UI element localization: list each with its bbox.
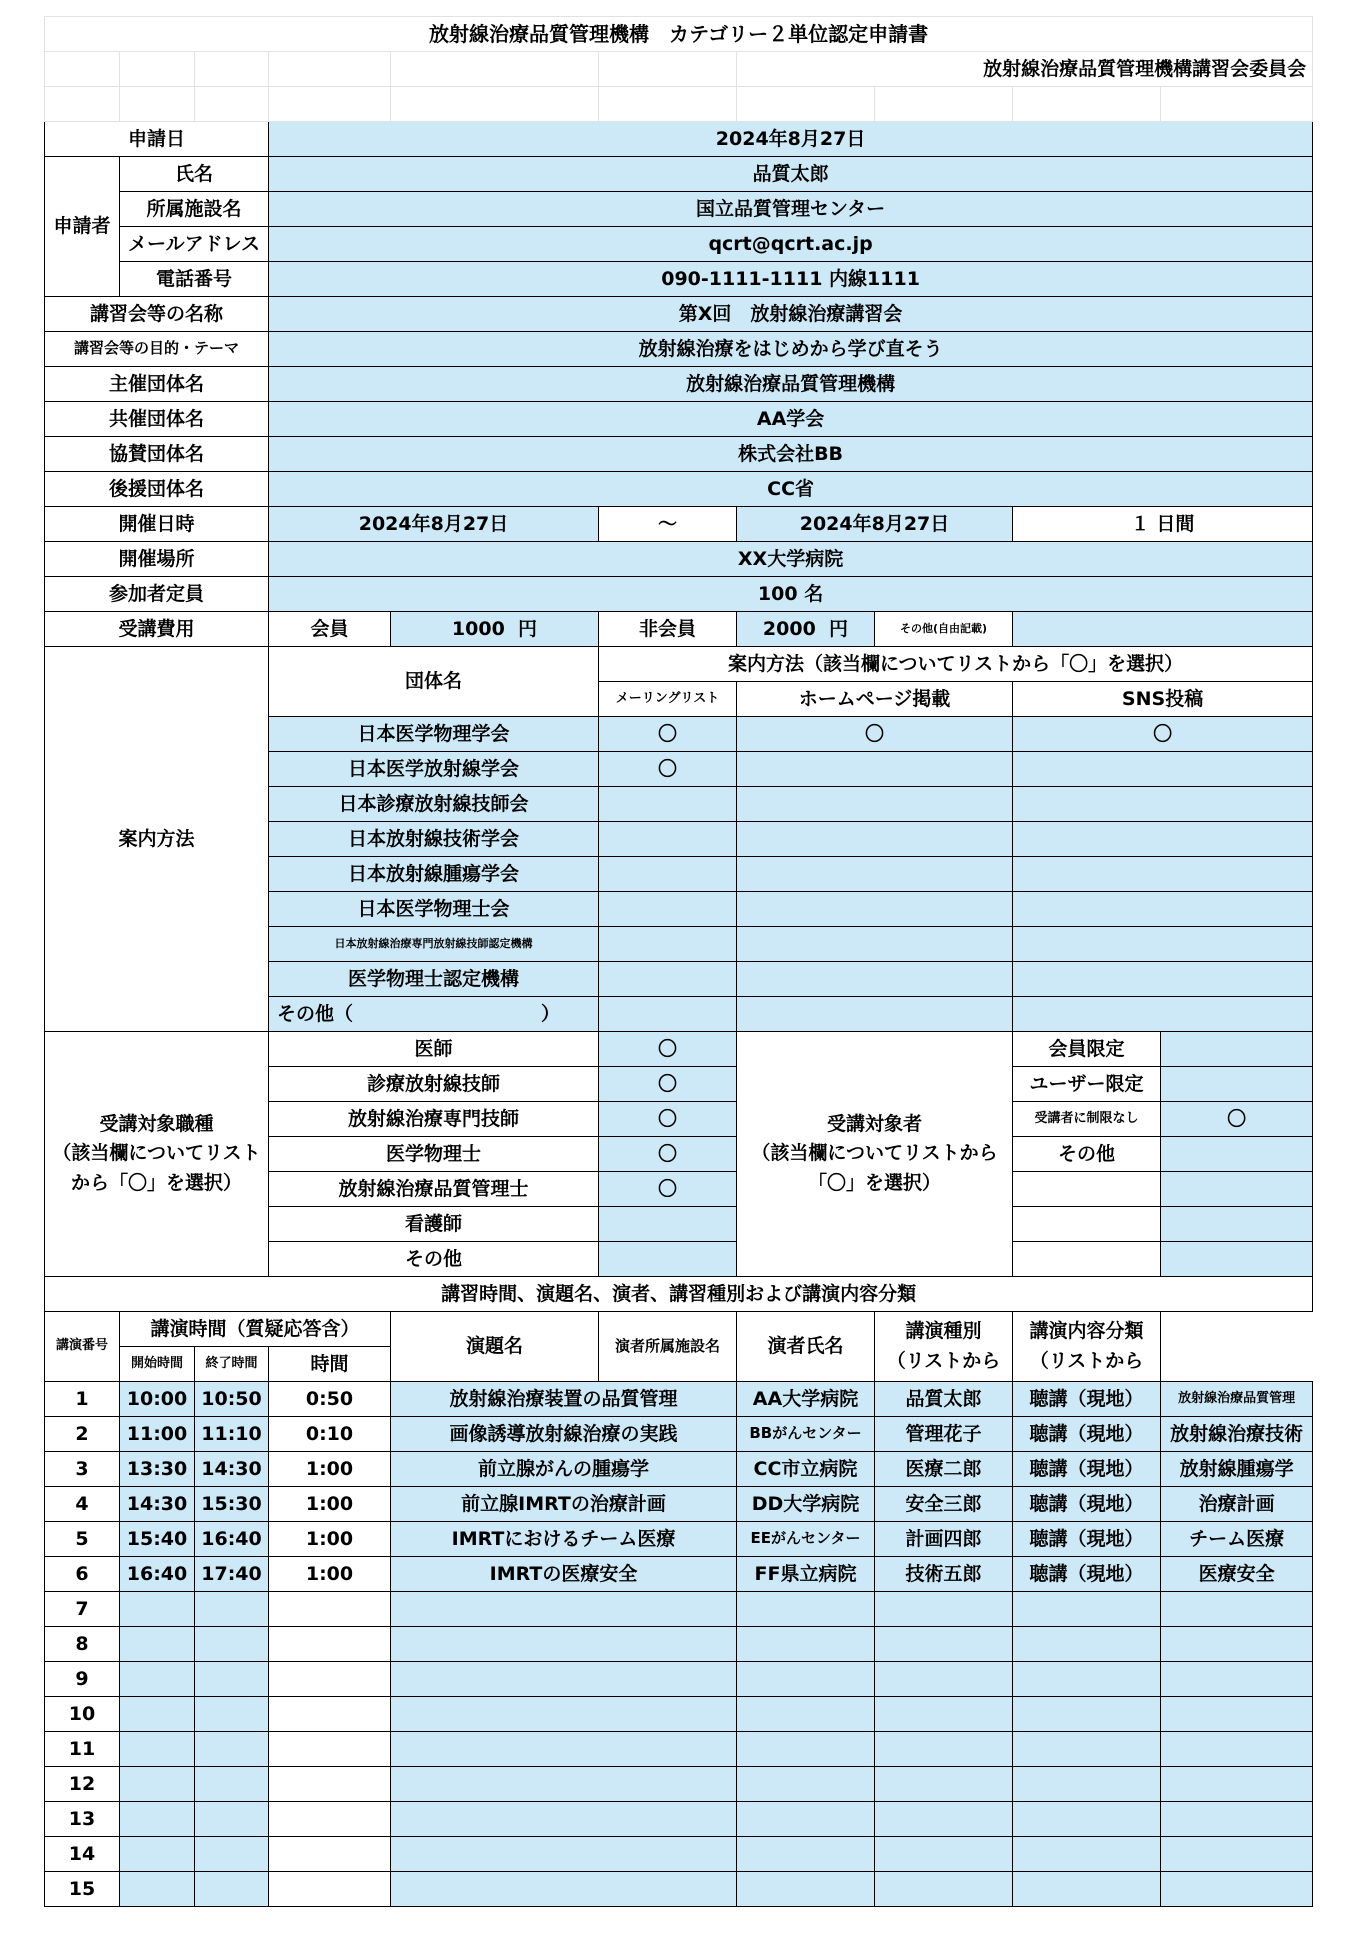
mailing-list-cell[interactable] — [599, 822, 737, 857]
lecture-duration — [269, 1837, 391, 1872]
audience-name — [1013, 1172, 1161, 1207]
lecture-end-time[interactable] — [195, 1767, 269, 1802]
lecture-start-time[interactable] — [120, 1732, 195, 1767]
lecture-start-time[interactable]: 11:00 — [120, 1417, 195, 1452]
guidance-org-name: 日本放射線治療専門放射線技師認定機構 — [269, 927, 599, 962]
lecture-type[interactable]: 聴講（現地） — [1013, 1557, 1161, 1592]
phone-field[interactable]: 090-1111-1111 内線1111 — [269, 262, 1313, 297]
guidance-section-label: 案内方法 — [45, 647, 269, 1032]
lecture-type[interactable]: 聴講（現地） — [1013, 1417, 1161, 1452]
profession-name: 診療放射線技師 — [269, 1067, 599, 1102]
sns-cell[interactable] — [1013, 997, 1313, 1032]
lecture-row — [45, 1452, 1313, 1487]
form-table — [44, 16, 1313, 1907]
profession-mark-cell[interactable]: 〇 — [599, 1032, 737, 1067]
lecture-row — [45, 1837, 1313, 1872]
lecture-title[interactable]: 放射線治療装置の品質管理 — [391, 1382, 737, 1417]
speaker-name[interactable] — [875, 1732, 1013, 1767]
venue-label: 開催場所 — [45, 542, 269, 577]
guidance-org-name: 日本医学物理学会 — [269, 717, 599, 752]
other-fee-field[interactable] — [1013, 612, 1313, 647]
form-title: 放射線治療品質管理機構 カテゴリー２単位認定申請書 — [45, 17, 1313, 52]
lecture-start-time[interactable] — [120, 1837, 195, 1872]
speaker-name[interactable]: 技術五郎 — [875, 1557, 1013, 1592]
speaker-facility[interactable]: FF県立病院 — [737, 1557, 875, 1592]
days-count: １ 日間 — [1013, 507, 1313, 542]
speaker-facility[interactable]: AA大学病院 — [737, 1382, 875, 1417]
lecture-start-time[interactable] — [120, 1767, 195, 1802]
org-column-header: 団体名 — [269, 647, 599, 717]
lecture-title[interactable] — [391, 1662, 737, 1697]
audience-mark-cell[interactable]: 〇 — [1161, 1102, 1313, 1137]
course-name-label: 講習会等の名称 — [45, 297, 269, 332]
audience-mark-cell[interactable] — [1161, 1067, 1313, 1102]
speaker-facility[interactable] — [737, 1767, 875, 1802]
audience-name — [1013, 1242, 1161, 1277]
lecture-category[interactable] — [1161, 1627, 1313, 1662]
lecture-title[interactable] — [391, 1627, 737, 1662]
audience-mark-cell[interactable] — [1161, 1032, 1313, 1067]
lecture-row — [45, 1592, 1313, 1627]
lecture-start-time[interactable] — [120, 1872, 195, 1907]
mailing-list-cell[interactable] — [599, 892, 737, 927]
speaker-name[interactable] — [875, 1802, 1013, 1837]
lecture-duration: 1:00 — [269, 1557, 391, 1592]
lecture-type[interactable]: 聴講（現地） — [1013, 1382, 1161, 1417]
lecture-start-time[interactable] — [120, 1662, 195, 1697]
application-date-label: 申請日 — [45, 122, 269, 157]
committee-name: 放射線治療品質管理機構講習会委員会 — [737, 52, 1313, 87]
lecture-end-time[interactable]: 16:40 — [195, 1522, 269, 1557]
lecture-type[interactable] — [1013, 1802, 1161, 1837]
lecture-row — [45, 1872, 1313, 1907]
lecture-title[interactable] — [391, 1592, 737, 1627]
lecture-number: 2 — [45, 1417, 120, 1452]
lecture-title[interactable]: 前立腺IMRTの治療計画 — [391, 1487, 737, 1522]
speaker-facility-header: 演者所属施設名 — [599, 1312, 737, 1382]
homepage-cell[interactable] — [737, 857, 1013, 892]
lecture-row — [45, 1627, 1313, 1662]
lecture-category[interactable] — [1161, 1592, 1313, 1627]
facility-label: 所属施設名 — [120, 192, 269, 227]
organizer-field[interactable]: 放射線治療品質管理機構 — [269, 367, 1313, 402]
lecture-number: 4 — [45, 1487, 120, 1522]
profession-name: その他 — [269, 1242, 599, 1277]
lecture-title[interactable] — [391, 1837, 737, 1872]
audience-mark-cell[interactable] — [1161, 1207, 1313, 1242]
lecture-end-time[interactable] — [195, 1802, 269, 1837]
profession-name: 医学物理士 — [269, 1137, 599, 1172]
lecture-duration — [269, 1592, 391, 1627]
sns-cell[interactable] — [1013, 962, 1313, 997]
lecture-start-time[interactable] — [120, 1592, 195, 1627]
profession-mark-cell[interactable] — [599, 1242, 737, 1277]
lecture-category[interactable] — [1161, 1697, 1313, 1732]
audience-name: その他 — [1013, 1137, 1161, 1172]
lecture-category[interactable]: 医療安全 — [1161, 1557, 1313, 1592]
speaker-facility[interactable] — [737, 1627, 875, 1662]
email-field[interactable]: qcrt@qcrt.ac.jp — [269, 227, 1313, 262]
guidance-method-header: 案内方法（該当欄についてリストから「〇」を選択） — [599, 647, 1313, 682]
audience-name: 受講者に制限なし — [1013, 1102, 1161, 1137]
homepage-cell[interactable] — [737, 962, 1013, 997]
application-date-field[interactable]: 2024年8月27日 — [269, 122, 1313, 157]
lecture-row — [45, 1557, 1313, 1592]
mailing-list-cell[interactable] — [599, 787, 737, 822]
sns-cell[interactable] — [1013, 892, 1313, 927]
lecture-start-time[interactable] — [120, 1802, 195, 1837]
lecture-title[interactable]: 前立腺がんの腫瘍学 — [391, 1452, 737, 1487]
lecture-end-time[interactable] — [195, 1837, 269, 1872]
member-fee-value: 1000 — [451, 617, 505, 640]
speaker-name[interactable] — [875, 1662, 1013, 1697]
member-fee-field[interactable] — [391, 612, 599, 647]
profession-mark-cell[interactable]: 〇 — [599, 1102, 737, 1137]
capacity-field[interactable]: 100 名 — [269, 577, 1313, 612]
end-time-header: 終了時間 — [195, 1347, 269, 1382]
speaker-name[interactable] — [875, 1767, 1013, 1802]
name-field[interactable]: 品質太郎 — [269, 157, 1313, 192]
speaker-name[interactable]: 計画四郎 — [875, 1522, 1013, 1557]
lecture-category[interactable]: 治療計画 — [1161, 1487, 1313, 1522]
lecture-duration — [269, 1767, 391, 1802]
lecture-end-time[interactable] — [195, 1592, 269, 1627]
lecture-title[interactable] — [391, 1732, 737, 1767]
mailing-list-cell[interactable] — [599, 962, 737, 997]
lecture-title[interactable]: IMRTの医療安全 — [391, 1557, 737, 1592]
sponsor-label: 協賛団体名 — [45, 437, 269, 472]
lecture-category[interactable]: 放射線治療品質管理 — [1161, 1382, 1313, 1417]
email-label: メールアドレス — [120, 227, 269, 262]
speaker-facility[interactable] — [737, 1872, 875, 1907]
speaker-name[interactable]: 安全三郎 — [875, 1487, 1013, 1522]
sponsor-field[interactable]: 株式会社BB — [269, 437, 1313, 472]
profession-name: 放射線治療品質管理士 — [269, 1172, 599, 1207]
lecture-start-time[interactable]: 10:00 — [120, 1382, 195, 1417]
lecture-type[interactable]: 聴講（現地） — [1013, 1452, 1161, 1487]
speaker-facility[interactable]: CC市立病院 — [737, 1452, 875, 1487]
lecture-type-header: 講演種別 （リストから — [875, 1312, 1013, 1382]
guidance-other-field[interactable] — [269, 997, 599, 1032]
lecture-duration: 1:00 — [269, 1522, 391, 1557]
lecture-end-time[interactable] — [195, 1872, 269, 1907]
homepage-cell[interactable]: 〇 — [737, 717, 1013, 752]
lecture-row — [45, 1662, 1313, 1697]
lecture-number: 13 — [45, 1802, 120, 1837]
lecture-category[interactable] — [1161, 1837, 1313, 1872]
lecture-title[interactable] — [391, 1872, 737, 1907]
sns-cell[interactable] — [1013, 787, 1313, 822]
sns-cell[interactable] — [1013, 822, 1313, 857]
mailing-list-column-header: メーリングリスト — [599, 682, 737, 717]
lecture-end-time[interactable]: 15:30 — [195, 1487, 269, 1522]
lecture-duration: 0:10 — [269, 1417, 391, 1452]
guidance-org-name: 日本放射線腫瘍学会 — [269, 857, 599, 892]
nonmember-fee-field[interactable] — [737, 612, 875, 647]
purpose-field[interactable]: 放射線治療をはじめから学び直そう — [269, 332, 1313, 367]
lecture-end-time[interactable] — [195, 1697, 269, 1732]
lecture-row — [45, 1417, 1313, 1452]
lecture-number: 10 — [45, 1697, 120, 1732]
speaker-name-header: 演者氏名 — [737, 1312, 875, 1382]
profession-mark-cell[interactable] — [599, 1207, 737, 1242]
lecture-number: 14 — [45, 1837, 120, 1872]
audience-name — [1013, 1207, 1161, 1242]
lecture-end-time[interactable] — [195, 1627, 269, 1662]
lecture-number: 7 — [45, 1592, 120, 1627]
lecture-duration: 1:00 — [269, 1487, 391, 1522]
speaker-name[interactable]: 医療二郎 — [875, 1452, 1013, 1487]
cohost-field[interactable]: AA学会 — [269, 402, 1313, 437]
speaker-facility[interactable]: BBがんセンター — [737, 1417, 875, 1452]
facility-field[interactable]: 国立品質管理センター — [269, 192, 1313, 227]
homepage-column-header: ホームページ掲載 — [737, 682, 1013, 717]
lecture-category[interactable]: 放射線腫瘍学 — [1161, 1452, 1313, 1487]
capacity-label: 参加者定員 — [45, 577, 269, 612]
mailing-list-cell[interactable] — [599, 857, 737, 892]
lecture-start-time[interactable]: 14:30 — [120, 1487, 195, 1522]
profession-mark-cell[interactable]: 〇 — [599, 1137, 737, 1172]
guidance-org-name: 医学物理士認定機構 — [269, 962, 599, 997]
homepage-cell[interactable] — [737, 997, 1013, 1032]
start-time-header: 開始時間 — [120, 1347, 195, 1382]
lecture-start-time[interactable]: 13:30 — [120, 1452, 195, 1487]
start-date-field[interactable]: 2024年8月27日 — [269, 507, 599, 542]
venue-field[interactable]: XX大学病院 — [269, 542, 1313, 577]
audience-mark-cell[interactable] — [1161, 1137, 1313, 1172]
lecture-number: 12 — [45, 1767, 120, 1802]
sns-column-header: SNS投稿 — [1013, 682, 1313, 717]
cohost-label: 共催団体名 — [45, 402, 269, 437]
guidance-org-name: 日本診療放射線技師会 — [269, 787, 599, 822]
nonmember-fee-label: 非会員 — [599, 612, 737, 647]
lecture-type[interactable] — [1013, 1697, 1161, 1732]
lecture-duration: 1:00 — [269, 1452, 391, 1487]
lecture-number: 8 — [45, 1627, 120, 1662]
speaker-facility[interactable] — [737, 1592, 875, 1627]
lecture-type[interactable] — [1013, 1592, 1161, 1627]
target-audience-label: 受講対象者 （該当欄についてリストから「〇」を選択） — [737, 1032, 1013, 1277]
phone-label: 電話番号 — [120, 262, 269, 297]
lecture-number: 5 — [45, 1522, 120, 1557]
lecture-duration — [269, 1802, 391, 1837]
lecture-number: 3 — [45, 1452, 120, 1487]
speaker-facility[interactable] — [737, 1732, 875, 1767]
lecture-category-header: 講演内容分類 （リストから — [1013, 1312, 1161, 1382]
lecture-title[interactable] — [391, 1697, 737, 1732]
lecture-category[interactable] — [1161, 1802, 1313, 1837]
lecture-row — [45, 1522, 1313, 1557]
speaker-name[interactable]: 品質太郎 — [875, 1382, 1013, 1417]
organizer-label: 主催団体名 — [45, 367, 269, 402]
lecture-start-time[interactable] — [120, 1627, 195, 1662]
speaker-name[interactable] — [875, 1872, 1013, 1907]
target-row — [45, 1032, 1313, 1067]
nonmember-fee-unit: 円 — [829, 617, 849, 640]
lecture-row — [45, 1382, 1313, 1417]
target-profession-label: 受講対象職種 （該当欄についてリストから「〇」を選択） — [45, 1032, 269, 1277]
lecture-start-time[interactable]: 15:40 — [120, 1522, 195, 1557]
speaker-name[interactable] — [875, 1627, 1013, 1662]
homepage-cell[interactable] — [737, 787, 1013, 822]
lecture-end-time[interactable]: 11:10 — [195, 1417, 269, 1452]
profession-name: 医師 — [269, 1032, 599, 1067]
lecture-end-time[interactable]: 17:40 — [195, 1557, 269, 1592]
homepage-cell[interactable] — [737, 927, 1013, 962]
lecture-row — [45, 1802, 1313, 1837]
lecture-duration — [269, 1872, 391, 1907]
guidance-org-name: 日本医学放射線学会 — [269, 752, 599, 787]
lecture-category[interactable]: 放射線治療技術 — [1161, 1417, 1313, 1452]
mailing-list-cell[interactable] — [599, 997, 737, 1032]
lecture-no-header: 講演番号 — [45, 1312, 120, 1382]
mailing-list-cell[interactable]: 〇 — [599, 752, 737, 787]
lecture-number: 6 — [45, 1557, 120, 1592]
lecture-title[interactable] — [391, 1802, 737, 1837]
member-fee-unit: 円 — [518, 617, 538, 640]
mailing-list-cell[interactable]: 〇 — [599, 717, 737, 752]
lecture-type[interactable] — [1013, 1767, 1161, 1802]
audience-name: ユーザー限定 — [1013, 1067, 1161, 1102]
lecture-type[interactable] — [1013, 1662, 1161, 1697]
lecture-category[interactable]: チーム医療 — [1161, 1522, 1313, 1557]
homepage-cell[interactable] — [737, 892, 1013, 927]
speaker-facility[interactable] — [737, 1837, 875, 1872]
lecture-type[interactable] — [1013, 1732, 1161, 1767]
name-label: 氏名 — [120, 157, 269, 192]
duration-header: 時間 — [269, 1347, 391, 1382]
lecture-end-time[interactable] — [195, 1732, 269, 1767]
lecture-category[interactable] — [1161, 1732, 1313, 1767]
speaker-facility[interactable] — [737, 1697, 875, 1732]
lecture-title[interactable]: IMRTにおけるチーム医療 — [391, 1522, 737, 1557]
lecture-number: 11 — [45, 1732, 120, 1767]
profession-name: 看護師 — [269, 1207, 599, 1242]
nonmember-fee-value: 2000 — [762, 617, 816, 640]
lecture-row — [45, 1697, 1313, 1732]
lecture-row — [45, 1767, 1313, 1802]
lecture-start-time[interactable] — [120, 1697, 195, 1732]
speaker-facility[interactable]: EEがんセンター — [737, 1522, 875, 1557]
lecture-category[interactable] — [1161, 1767, 1313, 1802]
homepage-cell[interactable] — [737, 822, 1013, 857]
speaker-name[interactable] — [875, 1592, 1013, 1627]
fee-label: 受講費用 — [45, 612, 269, 647]
audience-mark-cell[interactable] — [1161, 1242, 1313, 1277]
homepage-cell[interactable] — [737, 752, 1013, 787]
lecture-duration — [269, 1732, 391, 1767]
member-fee-label: 会員 — [269, 612, 391, 647]
sns-cell[interactable] — [1013, 752, 1313, 787]
lecture-number: 15 — [45, 1872, 120, 1907]
lecture-type[interactable]: 聴講（現地） — [1013, 1487, 1161, 1522]
audience-name: 会員限定 — [1013, 1032, 1161, 1067]
lecture-title[interactable]: 画像誘導放射線治療の実践 — [391, 1417, 737, 1452]
mailing-list-cell[interactable] — [599, 927, 737, 962]
lecture-duration: 0:50 — [269, 1382, 391, 1417]
speaker-name[interactable]: 管理花子 — [875, 1417, 1013, 1452]
applicant-label: 申請者 — [45, 157, 120, 297]
profession-name: 放射線治療専門技師 — [269, 1102, 599, 1137]
lecture-category[interactable] — [1161, 1662, 1313, 1697]
lectures-section-title: 講習時間、演題名、演者、講習種別および講演内容分類 — [45, 1277, 1313, 1312]
end-date-field[interactable]: 2024年8月27日 — [737, 507, 1013, 542]
lecture-start-time[interactable]: 16:40 — [120, 1557, 195, 1592]
date-range-separator: ～ — [599, 507, 737, 542]
speaker-facility[interactable]: DD大学病院 — [737, 1487, 875, 1522]
lecture-type[interactable] — [1013, 1872, 1161, 1907]
lecture-duration — [269, 1627, 391, 1662]
profession-mark-cell[interactable]: 〇 — [599, 1172, 737, 1207]
speaker-name[interactable] — [875, 1697, 1013, 1732]
lecture-category[interactable] — [1161, 1872, 1313, 1907]
profession-mark-cell[interactable]: 〇 — [599, 1067, 737, 1102]
guidance-org-name: 日本放射線技術学会 — [269, 822, 599, 857]
other-fee-label: その他(自由記載) — [875, 612, 1013, 647]
lecture-title-header: 演題名 — [391, 1312, 599, 1382]
guidance-org-name: 日本医学物理士会 — [269, 892, 599, 927]
lecture-number: 1 — [45, 1382, 120, 1417]
lecture-type[interactable]: 聴講（現地） — [1013, 1522, 1161, 1557]
purpose-label: 講習会等の目的・テーマ — [45, 332, 269, 367]
lecture-number: 9 — [45, 1662, 120, 1697]
speaker-facility[interactable] — [737, 1662, 875, 1697]
lecture-type[interactable] — [1013, 1627, 1161, 1662]
supporter-label: 後援団体名 — [45, 472, 269, 507]
lecture-end-time[interactable]: 14:30 — [195, 1452, 269, 1487]
lecture-end-time[interactable]: 10:50 — [195, 1382, 269, 1417]
datetime-label: 開催日時 — [45, 507, 269, 542]
course-name-field[interactable]: 第X回 放射線治療講習会 — [269, 297, 1313, 332]
lecture-duration — [269, 1697, 391, 1732]
speaker-name[interactable] — [875, 1837, 1013, 1872]
lecture-end-time[interactable] — [195, 1662, 269, 1697]
lecture-duration — [269, 1662, 391, 1697]
supporter-field[interactable]: CC省 — [269, 472, 1313, 507]
sns-cell[interactable]: 〇 — [1013, 717, 1313, 752]
lecture-row — [45, 1487, 1313, 1522]
sns-cell[interactable] — [1013, 927, 1313, 962]
speaker-facility[interactable] — [737, 1802, 875, 1837]
lecture-type[interactable] — [1013, 1837, 1161, 1872]
lecture-row — [45, 1732, 1313, 1767]
audience-mark-cell[interactable] — [1161, 1172, 1313, 1207]
sns-cell[interactable] — [1013, 857, 1313, 892]
guidance-other-label: その他（ — [277, 1002, 354, 1025]
guidance-other-close: ） — [541, 1002, 561, 1025]
lecture-time-header: 講演時間（質疑応答含） — [120, 1312, 391, 1347]
lecture-title[interactable] — [391, 1767, 737, 1802]
application-form-sheet — [44, 16, 1312, 1907]
